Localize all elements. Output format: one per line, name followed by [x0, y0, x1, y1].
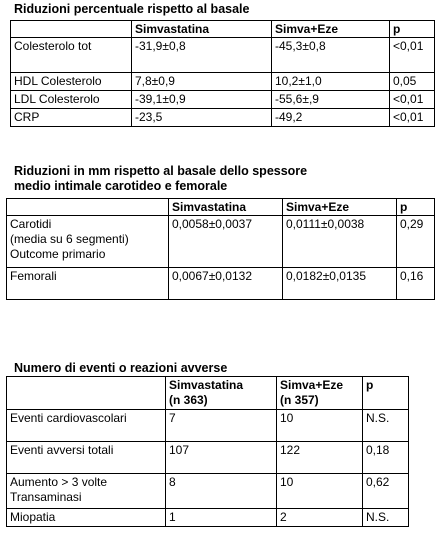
table-cell: Aumento > 3 volte Transaminasi [7, 474, 166, 509]
table-cell: HDL Colesterolo [11, 73, 132, 91]
table-cell: <0,01 [390, 91, 435, 109]
header-cell [7, 199, 169, 216]
header-cell: Simvastatina [169, 199, 283, 216]
section3-title: Numero di eventi o reazioni avverse [14, 361, 228, 375]
table-cell: 122 [277, 442, 363, 474]
table-cell: -49,2 [272, 109, 390, 127]
table-cell: 0,0067±0,0132 [169, 268, 283, 300]
header-cell [11, 21, 132, 38]
table-cell: 0,16 [397, 268, 435, 300]
table-cell: 0,0182±0,0135 [283, 268, 397, 300]
table-cell: 1 [166, 509, 277, 527]
header-cell: Simvastatina [132, 21, 272, 38]
table-row [7, 268, 435, 300]
table-cell: <0,01 [390, 109, 435, 127]
table-row [7, 474, 409, 509]
table-cell: 2 [277, 509, 363, 527]
table-cell: 10 [277, 474, 363, 509]
table-cell: LDL Colesterolo [11, 91, 132, 109]
table-cell: Femorali [7, 268, 169, 300]
section1-title: Riduzioni percentuale rispetto al basale [14, 2, 250, 16]
table-row [11, 38, 435, 73]
intima-thickness-table [6, 198, 435, 300]
table-cell: 7 [166, 410, 277, 442]
table-cell: Eventi avversi totali [7, 442, 166, 474]
header-cell: p [390, 21, 435, 38]
table-cell: 8 [166, 474, 277, 509]
table-header-row [7, 199, 435, 216]
section2-title: Riduzioni in mm rispetto al basale dello spessore medio intimale carotideo e femorale [14, 164, 308, 193]
table-cell: 0,62 [363, 474, 409, 509]
table-cell: Eventi cardiovascolari [7, 410, 166, 442]
table-cell: 0,0111±0,0038 [283, 216, 397, 268]
table-cell: -39,1±0,9 [132, 91, 272, 109]
table-cell: 0,0058±0,0037 [169, 216, 283, 268]
table-row [7, 410, 409, 442]
table-header-row [7, 377, 409, 410]
header-cell: Simva+Eze [272, 21, 390, 38]
table-cell: 0,29 [397, 216, 435, 268]
table-cell: 10,2±1,0 [272, 73, 390, 91]
table-header-row [11, 21, 435, 38]
table-cell: -31,9±0,8 [132, 38, 272, 73]
table-cell: Carotidi (media su 6 segmenti) Outcome primario [7, 216, 169, 268]
header-cell [7, 377, 166, 410]
header-cell: p [363, 377, 409, 410]
table-cell: N.S. [363, 509, 409, 527]
table-cell: Miopatia [7, 509, 166, 527]
table-row [7, 216, 435, 268]
table-cell: 107 [166, 442, 277, 474]
table-cell: N.S. [363, 410, 409, 442]
header-cell: p [397, 199, 435, 216]
table-cell: <0,01 [390, 38, 435, 73]
table-cell: 10 [277, 410, 363, 442]
header-cell: Simvastatina (n 363) [166, 377, 277, 410]
header-cell: Simva+Eze (n 357) [277, 377, 363, 410]
table-cell: 7,8±0,9 [132, 73, 272, 91]
table-cell: 0,18 [363, 442, 409, 474]
lipid-reduction-table [10, 20, 435, 127]
table-row [11, 73, 435, 91]
table-row [7, 509, 409, 527]
table-cell: -55,6±,9 [272, 91, 390, 109]
table-row [11, 91, 435, 109]
table-cell: -23,5 [132, 109, 272, 127]
adverse-events-table [6, 376, 409, 527]
table-cell: -45,3±0,8 [272, 38, 390, 73]
table-row [7, 442, 409, 474]
table-row [11, 109, 435, 127]
table-cell: Colesterolo tot [11, 38, 132, 73]
header-cell: Simva+Eze [283, 199, 397, 216]
table-cell: CRP [11, 109, 132, 127]
table-cell: 0,05 [390, 73, 435, 91]
